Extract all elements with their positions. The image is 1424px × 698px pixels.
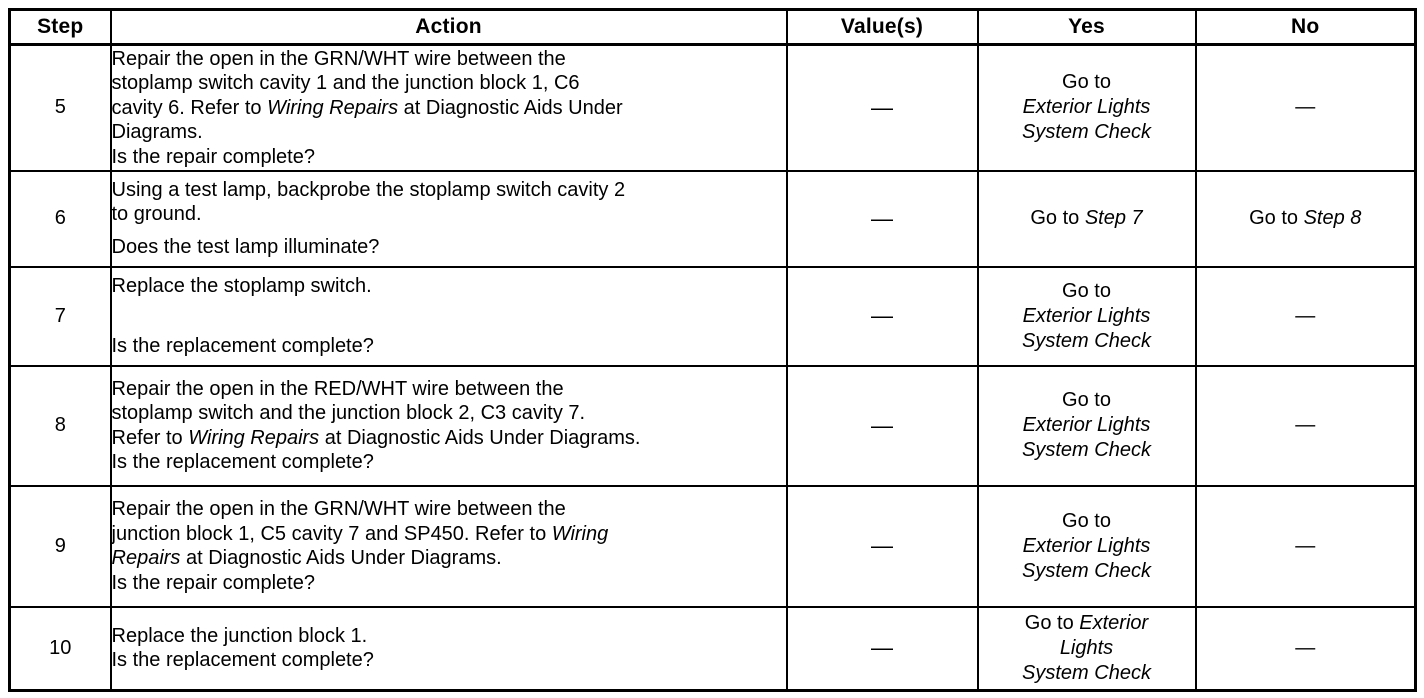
action-text: Repairs at Diagnostic Aids Under Diagrams. xyxy=(111,547,502,569)
no-cell: — xyxy=(1196,486,1416,607)
action-question: Is the replacement complete? xyxy=(111,335,374,357)
table-row xyxy=(10,171,1416,267)
yes-cell: Go to Exterior Lights System Check xyxy=(978,267,1196,366)
value-cell: — xyxy=(787,171,978,267)
yes-cell: Go to Exterior Lights System Check xyxy=(978,45,1196,171)
table-row xyxy=(10,267,1416,366)
step-number: 5 xyxy=(10,45,111,171)
no-cell: — xyxy=(1196,45,1416,171)
action-text: Using a test lamp, backprobe the stoplamp switch cavity 2 xyxy=(111,178,626,201)
header-no: No xyxy=(1196,10,1416,45)
step-number: 9 xyxy=(10,486,111,607)
wiring-repairs-ref: Wiring Repairs xyxy=(267,96,399,119)
yes-cell: Go to Exterior Lights System Check xyxy=(978,486,1196,607)
action-cell xyxy=(111,267,787,366)
action-text: Replace the junction block 1. xyxy=(111,624,368,647)
action-text: Repair the open in the RED/WHT wire between the xyxy=(111,377,564,400)
table-row xyxy=(10,607,1416,691)
value-cell: — xyxy=(787,45,978,171)
diagnostic-table-wrapper xyxy=(8,8,1417,692)
action-text: stoplamp switch cavity 1 and the junction block 1, C6 xyxy=(111,72,580,94)
action-text: Refer to Wiring Repairs at Diagnostic Aids Under Diagrams. xyxy=(111,426,641,449)
action-cell xyxy=(111,486,787,607)
yes-cell: Go to Step 7 xyxy=(978,171,1196,267)
step-number: 7 xyxy=(10,267,111,366)
no-cell: Go to Step 8 xyxy=(1196,171,1416,267)
value-cell: — xyxy=(787,267,978,366)
table-row xyxy=(10,486,1416,607)
action-text: cavity 6. Refer to Wiring Repairs at Diagnostic Aids Under xyxy=(111,96,623,119)
action-text: junction block 1, C5 cavity 7 and SP450. Refer to Wiring xyxy=(111,522,609,545)
action-question: Is the repair complete? xyxy=(111,145,315,168)
action-question: Does the test lamp illuminate? xyxy=(111,235,380,258)
action-question: Is the repair complete? xyxy=(111,571,315,594)
action-text: Diagrams. xyxy=(111,121,203,143)
header-yes: Yes xyxy=(978,10,1196,45)
action-text: Repair the open in the GRN/WHT wire between the xyxy=(111,47,566,70)
action-text: to ground. xyxy=(111,203,202,226)
diagnostic-table xyxy=(8,8,1417,692)
step-8-link: Step 8 xyxy=(1303,207,1362,229)
action-text: Replace the stoplamp switch. xyxy=(111,274,372,297)
header-row xyxy=(10,10,1416,45)
yes-cell: Go to Exterior Lights System Check xyxy=(978,366,1196,486)
step-number: 6 xyxy=(10,171,111,267)
wiring-repairs-ref: Wiring xyxy=(551,522,609,545)
action-text: Repair the open in the GRN/WHT wire between the xyxy=(111,498,566,520)
header-step: Step xyxy=(10,10,111,45)
wiring-repairs-ref: Wiring Repairs xyxy=(188,426,320,449)
yes-cell: Go to Exterior Lights System Check xyxy=(978,607,1196,691)
value-cell: — xyxy=(787,366,978,486)
no-cell: — xyxy=(1196,267,1416,366)
header-values: Value(s) xyxy=(787,10,978,45)
action-question: Is the replacement complete? xyxy=(111,451,374,473)
action-cell xyxy=(111,45,787,171)
step-number: 10 xyxy=(10,607,111,691)
action-text: stoplamp switch and the junction block 2, C3 cavity 7. xyxy=(111,402,586,424)
action-cell xyxy=(111,366,787,486)
action-cell xyxy=(111,607,787,691)
header-action: Action xyxy=(111,10,787,45)
value-cell: — xyxy=(787,607,978,691)
no-cell: — xyxy=(1196,607,1416,691)
action-cell xyxy=(111,171,787,267)
table-row xyxy=(10,45,1416,171)
no-cell: — xyxy=(1196,366,1416,486)
value-cell: — xyxy=(787,486,978,607)
step-7-link: Step 7 xyxy=(1084,207,1143,229)
table-row xyxy=(10,366,1416,486)
step-number: 8 xyxy=(10,366,111,486)
action-question: Is the replacement complete? xyxy=(111,649,374,672)
